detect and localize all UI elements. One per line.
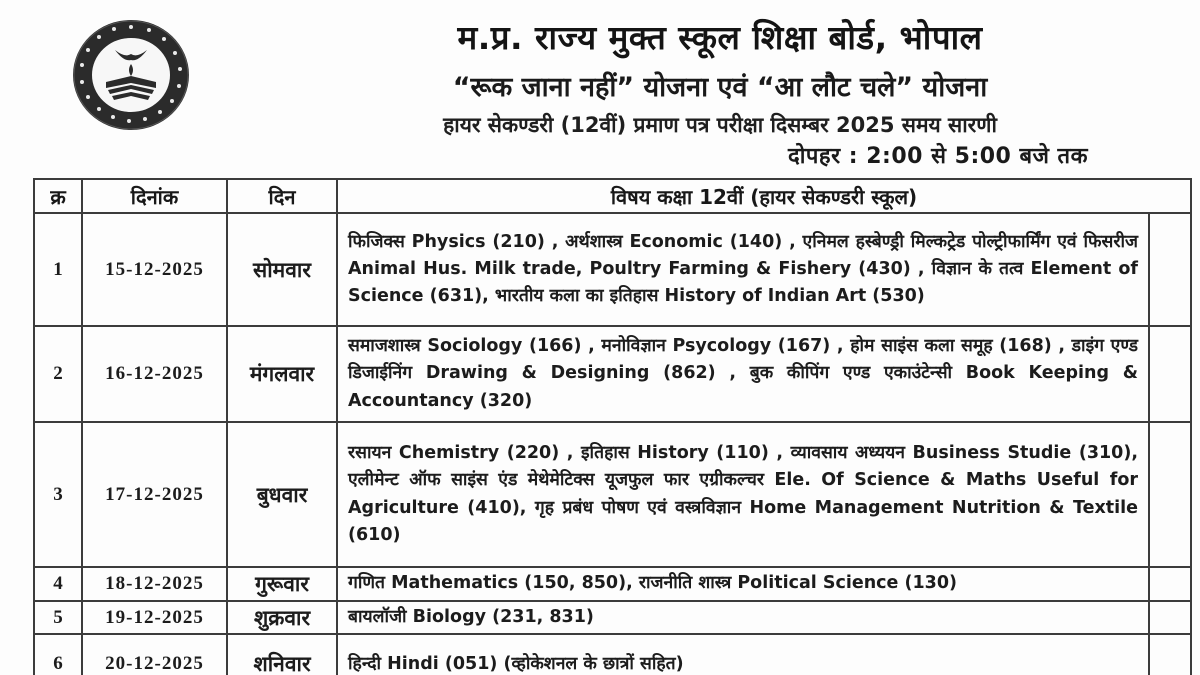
table-row [34, 601, 1191, 634]
table-row [34, 567, 1191, 601]
row-date: 18-12-2025 [82, 567, 227, 601]
exam-timing: दोपहर : 2:00 से 5:00 बजे तक [788, 144, 1088, 169]
row-date: 17-12-2025 [82, 422, 227, 567]
row-subjects: गणित Mathematics (150, 850), राजनीति शास्त्र Political Science (130) [337, 567, 1149, 601]
row-day: मंगलवार [227, 326, 337, 422]
scheme-line: “रूक जाना नहीं” योजना एवं “आ लौट चले” योजना [452, 72, 988, 103]
row-empty-cell [1149, 326, 1191, 422]
row-empty-cell [1149, 422, 1191, 567]
table-header-row [34, 179, 1191, 213]
row-empty-cell [1149, 601, 1191, 634]
row-subjects: बायलॉजी Biology (231, 831) [337, 601, 1149, 634]
table-row [34, 213, 1191, 326]
row-date: 15-12-2025 [82, 213, 227, 326]
board-seal-icon [70, 16, 192, 134]
exam-title-line: हायर सेकण्डरी (12वीं) प्रमाण पत्र परीक्षा दिसम्बर 2025 समय सारणी [443, 113, 997, 137]
row-subjects: समाजशास्त्र Sociology (166) , मनोविज्ञान Psycology (167) , होम साइंस कला समूह (168) , डाइंग एण्ड डिजाईनिंग Drawing & Designing (862) , बुक कीपिंग एण्ड एकाउंटेन्सी Book Keeping & Accountancy (320) [337, 326, 1149, 422]
row-subjects: रसायन Chemistry (220) , इतिहास History (110) , व्यावसाय अध्ययन Business Studie (310), एलीमेन्ट ऑफ साइंस एंड मेथेमेटिक्स यूजफुल फार एग्रीकल्चर Ele. Of Science & Maths Useful for Agriculture (410), गृह प्रबंध पोषण एवं वस्त्रविज्ञान Home Management Nutrition & Textile (610) [337, 422, 1149, 567]
row-date: 19-12-2025 [82, 601, 227, 634]
row-date: 16-12-2025 [82, 326, 227, 422]
col-header-day: दिन [227, 179, 337, 213]
row-empty-cell [1149, 213, 1191, 326]
row-day: गुरूवार [227, 567, 337, 601]
table-row [34, 634, 1191, 675]
col-header-subjects: विषय कक्षा 12वीं (हायर सेकण्डरी स्कूल) [337, 179, 1191, 213]
row-sno: 6 [34, 634, 82, 675]
row-sno: 3 [34, 422, 82, 567]
row-sno: 5 [34, 601, 82, 634]
col-header-date: दिनांक [82, 179, 227, 213]
row-day: बुधवार [227, 422, 337, 567]
document-header [210, 14, 1170, 139]
board-name: म.प्र. राज्य मुक्त स्कूल शिक्षा बोर्ड, भोपाल [457, 18, 983, 57]
row-day: शनिवार [227, 634, 337, 675]
row-subjects: फिजिक्स Physics (210) , अर्थशास्त्र Economic (140) , एनिमल हस्बेण्ड्री मिल्कट्रेड पोल्ट्रीफार्मिंग एवं फिसरीज Animal Hus. Milk trade, Poultry Farming & Fishery (430) , विज्ञान के तत्व Element of Science (631), भारतीय कला का इतिहास History of Indian Art (530) [337, 213, 1149, 326]
row-date: 20-12-2025 [82, 634, 227, 675]
row-sno: 1 [34, 213, 82, 326]
row-day: शुक्रवार [227, 601, 337, 634]
row-sno: 4 [34, 567, 82, 601]
row-day: सोमवार [227, 213, 337, 326]
table-row [34, 422, 1191, 567]
exam-timetable [33, 178, 1192, 675]
col-header-sno: क्र [34, 179, 82, 213]
row-empty-cell [1149, 567, 1191, 601]
table-row [34, 326, 1191, 422]
board-seal-logo [70, 16, 192, 134]
row-empty-cell [1149, 634, 1191, 675]
row-subjects: हिन्दी Hindi (051) (व्होकेशनल के छात्रों सहित) [337, 634, 1149, 675]
row-sno: 2 [34, 326, 82, 422]
